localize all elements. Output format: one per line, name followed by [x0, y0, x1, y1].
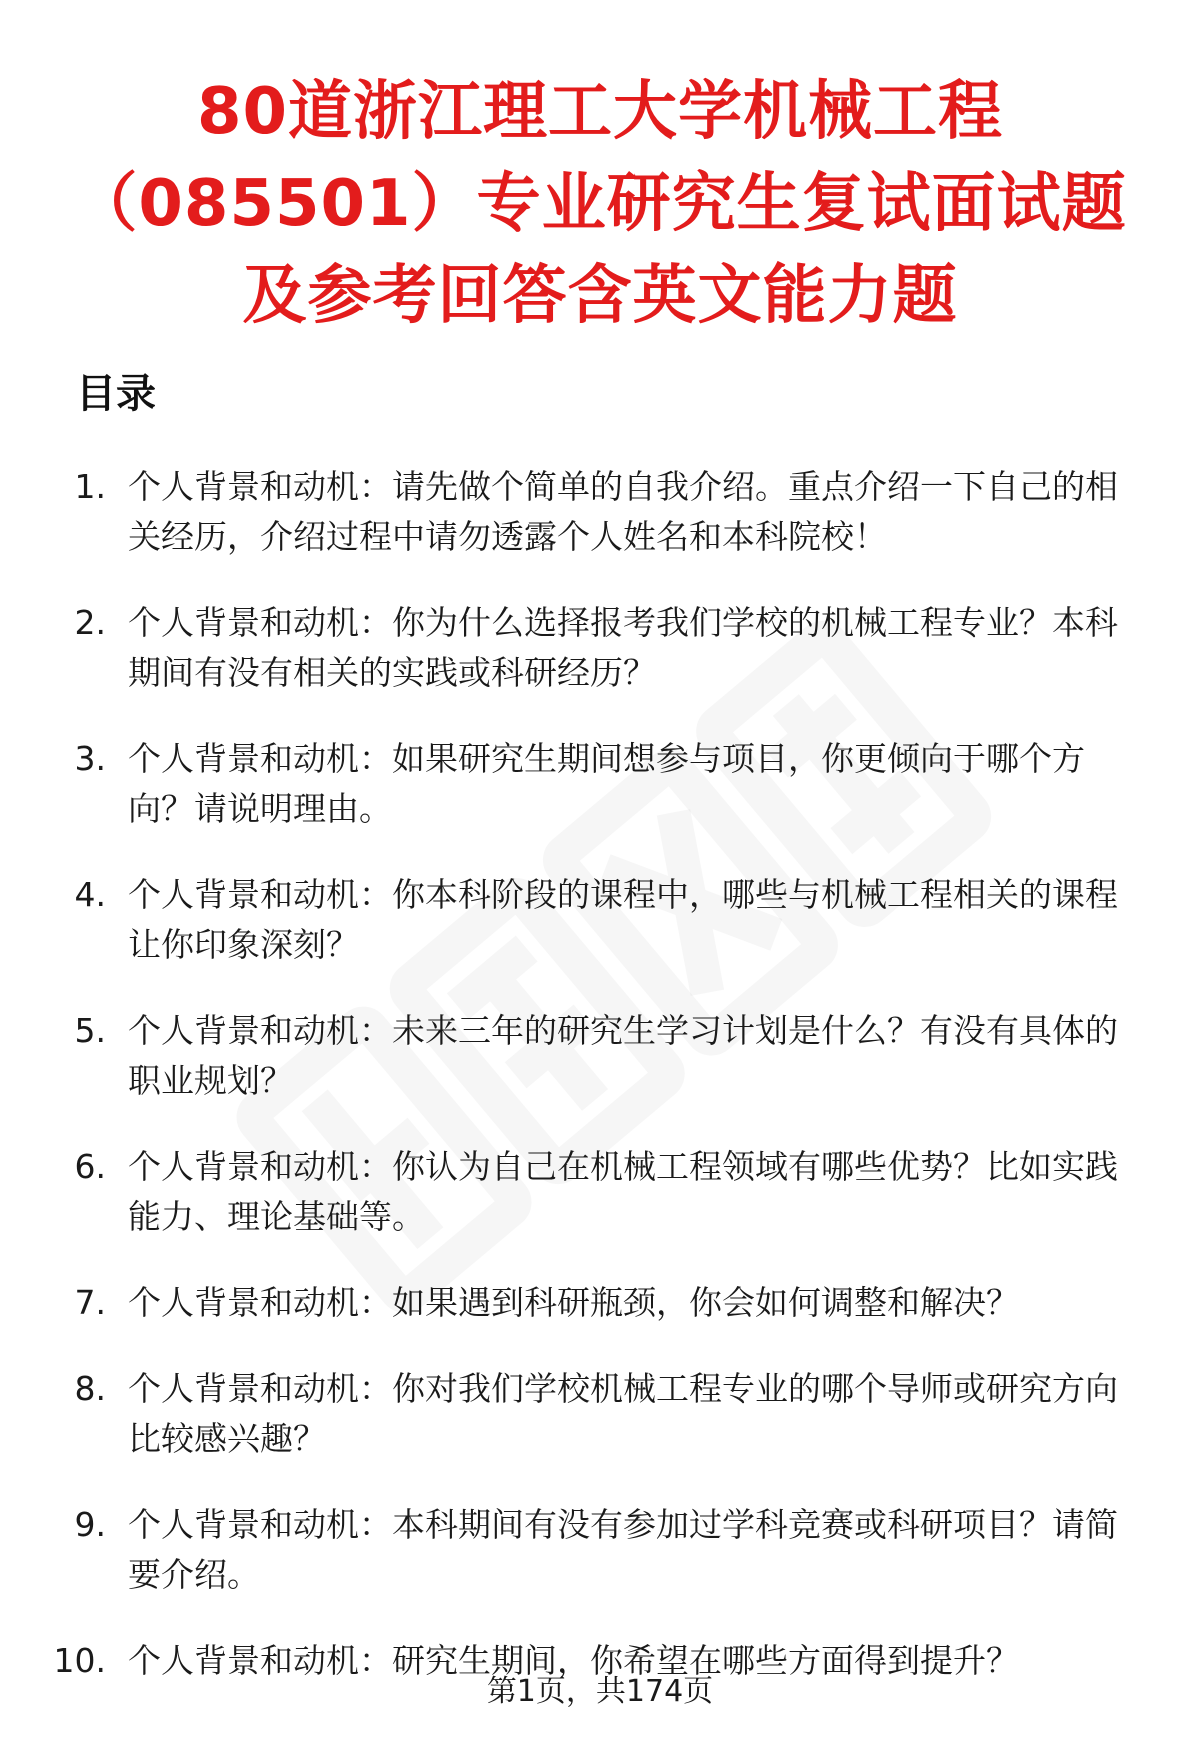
- toc-item-text: 个人背景和动机：你对我们学校机械工程专业的哪个导师或研究方向比较感兴趣？: [128, 1369, 1118, 1458]
- toc-item-text: 个人背景和动机：如果遇到科研瓶颈，你会如何调整和解决？: [128, 1283, 1019, 1322]
- toc-item-text: 个人背景和动机：请先做个简单的自我介绍。重点介绍一下自己的相关经历，介绍过程中请勿透露个人姓名和本科院校！: [128, 467, 1118, 556]
- toc-item-number: 3.: [74, 739, 106, 778]
- toc-item-number: 7.: [74, 1283, 106, 1322]
- toc-item-7[interactable]: [0, 1278, 1200, 1328]
- toc-item-text: 个人背景和动机：如果研究生期间想参与项目，你更倾向于哪个方向？请说明理由。: [128, 739, 1085, 828]
- toc-item-text: 个人背景和动机：你本科阶段的课程中，哪些与机械工程相关的课程让你印象深刻？: [128, 875, 1118, 964]
- toc-item-text: 个人背景和动机：你认为自己在机械工程领域有哪些优势？比如实践能力、理论基础等。: [128, 1147, 1118, 1236]
- toc-item-number: 1.: [74, 467, 106, 506]
- toc-item-text: 个人背景和动机：未来三年的研究生学习计划是什么？有没有具体的职业规划？: [128, 1011, 1118, 1100]
- document-title: [60, 66, 1140, 342]
- toc-item-text: 个人背景和动机：本科期间有没有参加过学科竞赛或科研项目？请简要介绍。: [128, 1505, 1118, 1594]
- toc-item-text: 个人背景和动机：研究生期间，你希望在哪些方面得到提升？: [128, 1641, 1019, 1680]
- toc-item-2[interactable]: [0, 598, 1200, 698]
- toc-item-6[interactable]: [0, 1142, 1200, 1242]
- toc-item-4[interactable]: [0, 870, 1200, 970]
- toc-item-number: 4.: [74, 875, 106, 914]
- toc-item-number: 5.: [74, 1011, 106, 1050]
- toc-item-1[interactable]: [0, 462, 1200, 562]
- toc-item-number: 9.: [74, 1505, 106, 1544]
- toc-item-9[interactable]: [0, 1500, 1200, 1600]
- title-line-2: （085501）专业研究生复试面试题: [73, 167, 1127, 241]
- toc-item-8[interactable]: [0, 1364, 1200, 1464]
- toc-item-number: 6.: [74, 1147, 106, 1186]
- title-line-3: 及参考回答含英文能力题: [242, 259, 958, 333]
- toc-item-text: 个人背景和动机：你为什么选择报考我们学校的机械工程专业？本科期间有没有相关的实践或科研经历？: [128, 603, 1118, 692]
- toc-item-3[interactable]: [0, 734, 1200, 834]
- toc-item-number: 8.: [74, 1369, 106, 1408]
- toc-item-number: 10.: [53, 1641, 106, 1680]
- toc-item-number: 2.: [74, 603, 106, 642]
- toc-list: [0, 462, 1200, 1722]
- toc-item-5[interactable]: [0, 1006, 1200, 1106]
- toc-heading: 目录: [76, 371, 156, 417]
- page-number: 第1页，共174页: [486, 1674, 714, 1709]
- title-line-1: 80道浙江理工大学机械工程: [196, 75, 1004, 149]
